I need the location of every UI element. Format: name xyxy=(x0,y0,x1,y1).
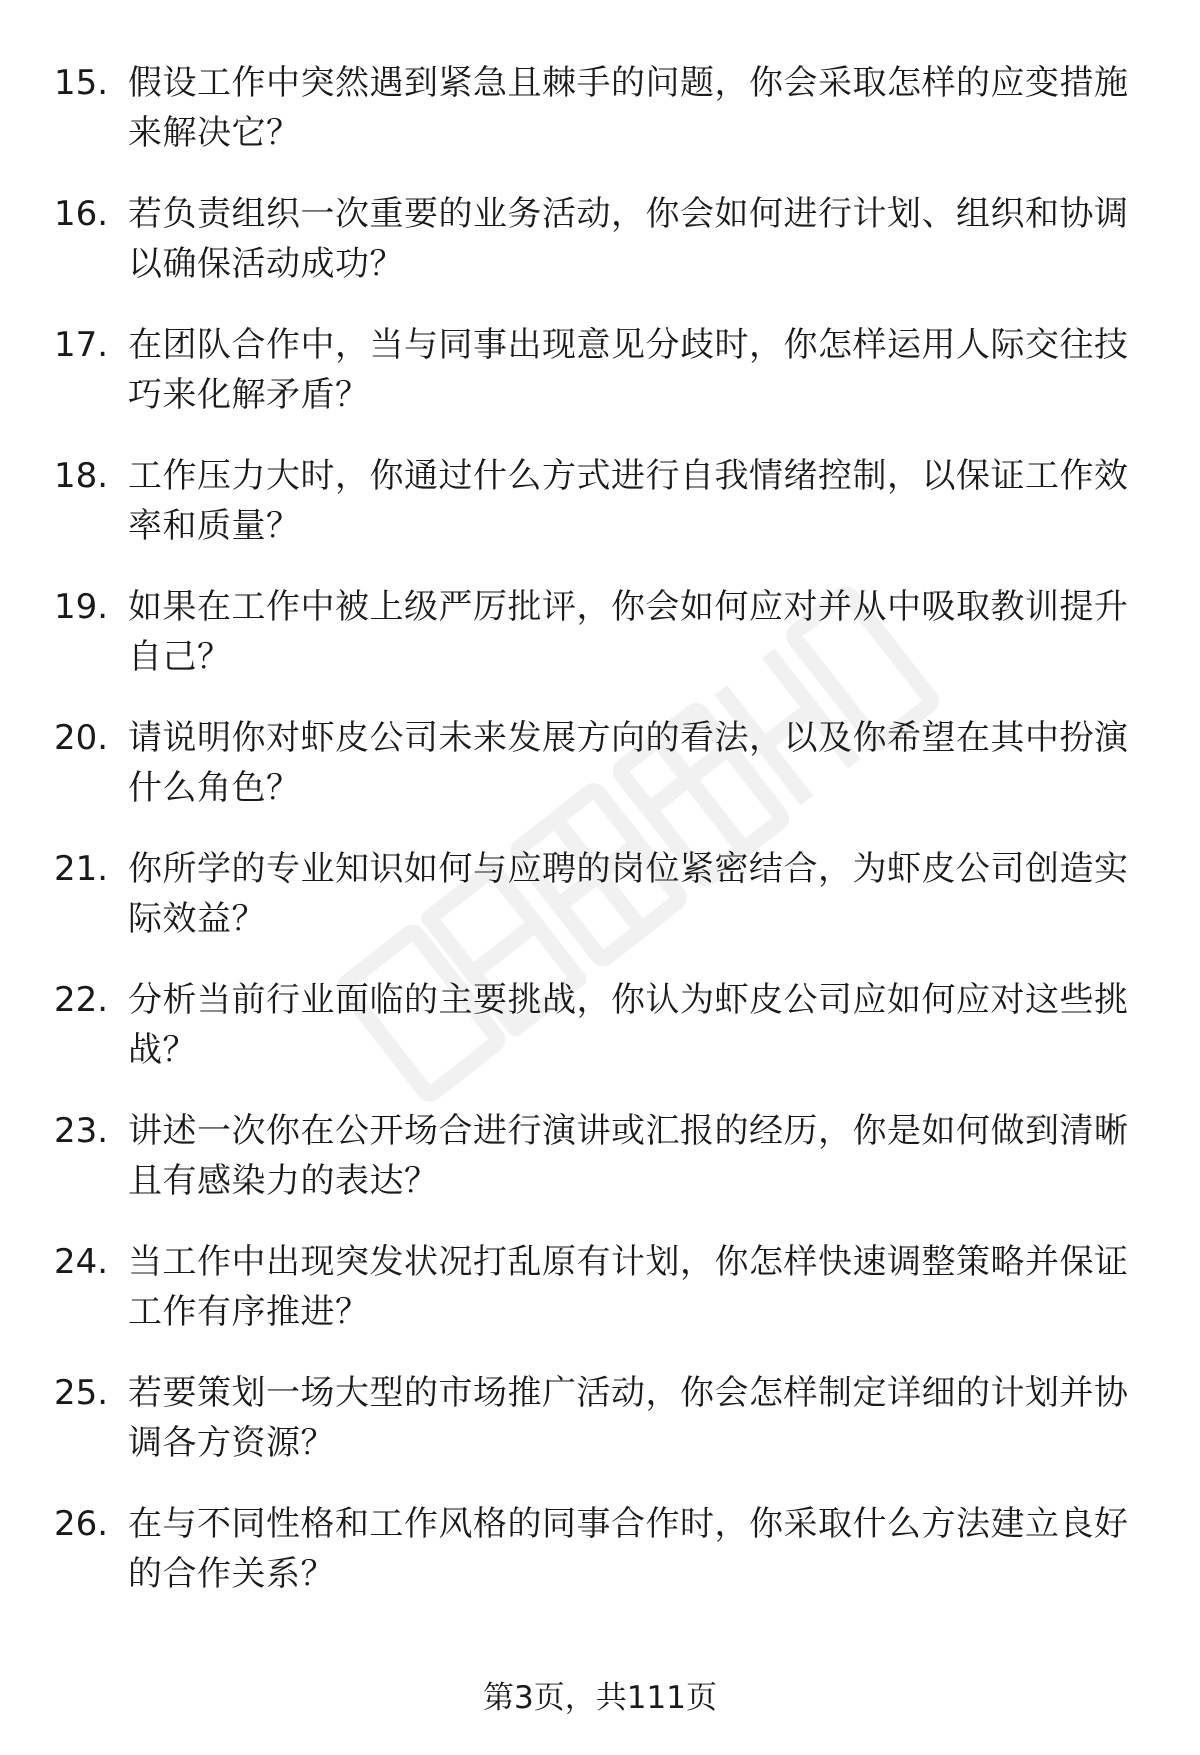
question-number: 26. xyxy=(54,1504,109,1544)
question-text: 当工作中出现突发状况打乱原有计划，你怎样快速调整策略并保证工作有序推进？ xyxy=(128,1242,1129,1332)
question-item xyxy=(0,320,1200,451)
question-item xyxy=(0,975,1200,1106)
question-text: 工作压力大时，你通过什么方式进行自我情绪控制，以保证工作效率和质量？ xyxy=(128,456,1129,546)
question-item xyxy=(0,1237,1200,1368)
question-text: 在与不同性格和工作风格的同事合作时，你采取什么方法建立良好的合作关系？ xyxy=(128,1504,1129,1594)
question-text: 你所学的专业知识如何与应聘的岗位紧密结合，为虾皮公司创造实际效益？ xyxy=(128,849,1129,939)
question-text: 假设工作中突然遇到紧急且棘手的问题，你会采取怎样的应变措施来解决它？ xyxy=(128,63,1129,153)
question-text: 若负责组织一次重要的业务活动，你会如何进行计划、组织和协调以确保活动成功？ xyxy=(128,194,1129,284)
question-item xyxy=(0,713,1200,844)
question-number: 16. xyxy=(54,194,109,234)
question-number: 20. xyxy=(54,718,109,758)
page-footer: 第3页，共111页 xyxy=(483,1680,717,1716)
question-number: 25. xyxy=(54,1373,109,1413)
question-text: 讲述一次你在公开场合进行演讲或汇报的经历，你是如何做到清晰且有感染力的表达？ xyxy=(128,1111,1129,1201)
question-item xyxy=(0,582,1200,713)
question-item xyxy=(0,1106,1200,1237)
question-text: 分析当前行业面临的主要挑战，你认为虾皮公司应如何应对这些挑战？ xyxy=(128,980,1129,1070)
question-text: 在团队合作中，当与同事出现意见分歧时，你怎样运用人际交往技巧来化解矛盾？ xyxy=(128,325,1129,415)
question-item xyxy=(0,189,1200,320)
question-item xyxy=(0,58,1200,189)
question-number: 24. xyxy=(54,1242,109,1282)
question-number: 19. xyxy=(54,587,109,627)
question-number: 17. xyxy=(54,325,109,365)
question-item xyxy=(0,844,1200,975)
question-item xyxy=(0,451,1200,582)
question-number: 21. xyxy=(54,849,109,889)
question-number: 18. xyxy=(54,456,109,496)
question-item xyxy=(0,1368,1200,1499)
question-text: 若要策划一场大型的市场推广活动，你会怎样制定详细的计划并协调各方资源？ xyxy=(128,1373,1129,1463)
question-number: 23. xyxy=(54,1111,109,1151)
question-number: 22. xyxy=(54,980,109,1020)
question-list xyxy=(0,58,1200,1630)
question-text: 请说明你对虾皮公司未来发展方向的看法，以及你希望在其中扮演什么角色？ xyxy=(128,718,1129,808)
question-text: 如果在工作中被上级严厉批评，你会如何应对并从中吸取教训提升自己？ xyxy=(128,587,1129,677)
question-number: 15. xyxy=(54,63,109,103)
question-item xyxy=(0,1499,1200,1630)
